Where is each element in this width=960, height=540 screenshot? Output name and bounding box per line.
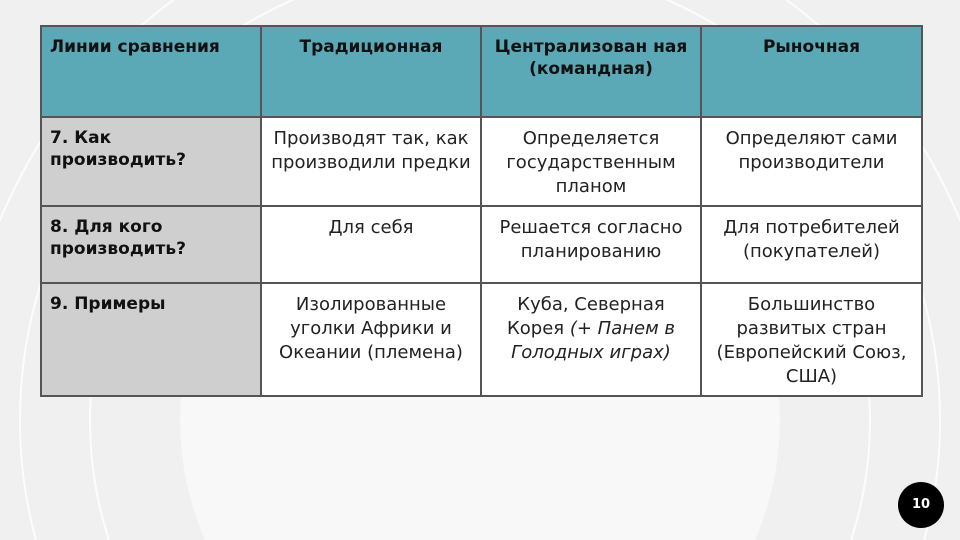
cell-traditional: Для себя: [261, 206, 481, 283]
table-row: [41, 117, 922, 206]
cell-traditional: Изолированные уголки Африки и Океании (племена): [261, 283, 481, 396]
page-number-badge: 10: [898, 482, 944, 528]
row-label: 9. Примеры: [41, 283, 261, 396]
table-row: [41, 283, 922, 396]
cell-centralized-italic: (+ Панем в Голодных играх): [511, 318, 675, 363]
cell-centralized-plain: Куба, Северная Корея: [507, 294, 665, 339]
comparison-table: [40, 25, 923, 397]
cell-centralized: Определяется государственным планом: [481, 117, 701, 206]
cell-traditional: Производят так, как производили предки: [261, 117, 481, 206]
cell-market: Большинство развитых стран (Европейский Союз, США): [701, 283, 922, 396]
cell-centralized: Решается согласно планированию: [481, 206, 701, 283]
row-label: 7. Как производить?: [41, 117, 261, 206]
header-market: Рыночная: [701, 26, 922, 117]
header-traditional: Традиционная: [261, 26, 481, 117]
table-row: [41, 206, 922, 283]
header-comparison-lines: Линии сравнения: [41, 26, 261, 117]
row-label: 8. Для кого производить?: [41, 206, 261, 283]
cell-market: Определяют сами производители: [701, 117, 922, 206]
header-centralized: Централизован ная (командная): [481, 26, 701, 117]
cell-centralized: [481, 283, 701, 396]
header-row: [41, 26, 922, 117]
cell-market: Для потребителей (покупателей): [701, 206, 922, 283]
